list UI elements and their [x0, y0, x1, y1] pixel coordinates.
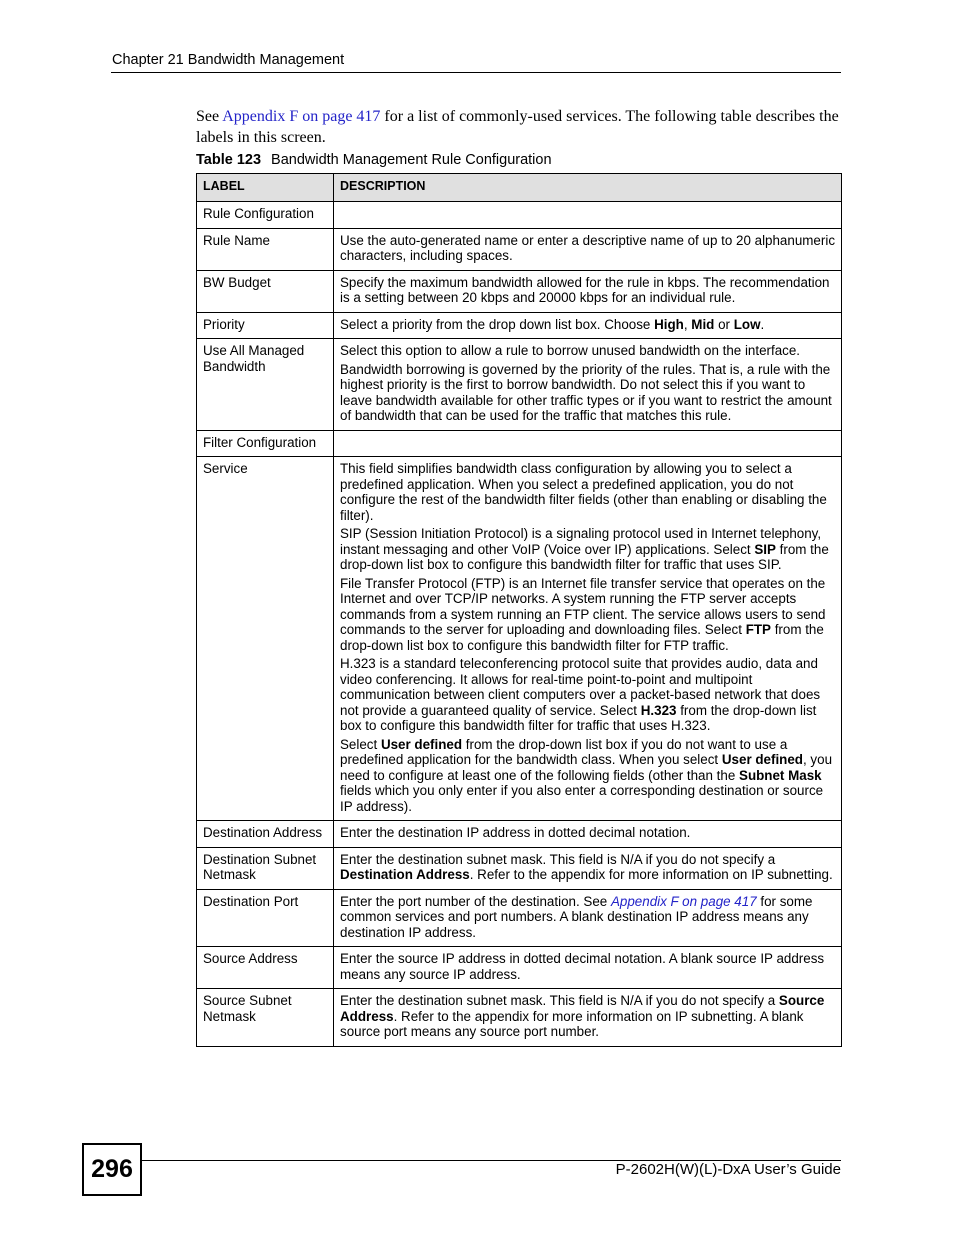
- desc-text: . Refer to the appendix for more information on IP subnetting. A blank source port means any source port number.: [340, 1008, 804, 1039]
- desc-text: File Transfer Protocol (FTP) is an Internet file transfer service that operates on the Internet and over TCP/IP networks. A system running the FTP server accepts commands from a system running an FTP client. The service allows users to send commands to the server for uploading and downloading files. Select: [340, 575, 826, 637]
- desc-bold: Source Address: [340, 993, 825, 1024]
- row-description: [334, 339, 842, 431]
- desc-text: , you need to configure at least one of the following fields (other than the: [340, 752, 833, 783]
- row-description: [334, 889, 842, 947]
- row-label: Source Subnet Netmask: [197, 989, 334, 1047]
- table-row: [197, 989, 842, 1047]
- desc-bold: FTP: [745, 622, 771, 637]
- row-description: [334, 989, 842, 1047]
- row-label: Use All Managed Bandwidth: [197, 339, 334, 431]
- table-caption: [196, 152, 552, 168]
- desc-paragraph: [340, 737, 835, 815]
- desc-text: H.323 is a standard teleconferencing protocol suite that provides audio, data and video conferencing. It allows for real-time point-to-point and multipoint communication between client computers over a packet-based network that does not provide a guaranteed quality of service. Select: [340, 656, 821, 718]
- desc-text: from the drop-down list box to configure this bandwidth filter for traffic that uses H.323.: [340, 702, 817, 733]
- desc-text: Select a priority from the drop down list box. Choose: [340, 316, 655, 332]
- desc-bold: User defined: [721, 752, 803, 767]
- table-row: [197, 228, 842, 270]
- table-row: [197, 270, 842, 312]
- row-label: Rule Configuration: [197, 202, 334, 229]
- desc-bold: SIP: [754, 541, 776, 557]
- desc-bold: Mid: [691, 316, 715, 332]
- running-header: [111, 52, 841, 73]
- appendix-link[interactable]: Appendix F on page 417: [610, 893, 757, 909]
- desc-text: ,: [683, 316, 692, 332]
- desc-paragraph: This field simplifies bandwidth class configuration by allowing you to select a predefined application. When you select a predefined application, you do not configure the rest of the bandwidth filter fields (other than enabling or disabling the filter).: [340, 461, 827, 523]
- table-header-row: [197, 174, 842, 202]
- desc-text: or: [714, 316, 734, 332]
- desc-text: from the drop-down list box to configure this bandwidth filter for traffic that uses SIP.: [340, 541, 829, 572]
- desc-paragraph: [340, 526, 835, 573]
- row-label: Priority: [197, 312, 334, 339]
- desc-bold: Low: [733, 316, 761, 332]
- row-description: [334, 202, 842, 229]
- row-label: Destination Address: [197, 821, 334, 848]
- table-row: [197, 457, 842, 821]
- table-row: [197, 821, 842, 848]
- row-description: Enter the destination IP address in dotted decimal notation.: [334, 821, 842, 848]
- row-label: Filter Configuration: [197, 430, 334, 457]
- desc-text: from the drop-down list box if you do not want to use a predefined application for the bandwidth class. When you select: [340, 736, 788, 767]
- row-label: Destination Subnet Netmask: [197, 847, 334, 889]
- table-row: [197, 312, 842, 339]
- desc-text: .: [760, 316, 765, 332]
- desc-text: Enter the destination subnet mask. This field is N/A if you do not specify a: [340, 993, 779, 1008]
- desc-text: fields which you only enter if you also enter a corresponding destination or source IP address).: [340, 783, 824, 814]
- desc-text: . Refer to the appendix for more information on IP subnetting.: [469, 867, 833, 882]
- desc-bold: Destination Address: [340, 867, 470, 882]
- intro-text-post: for a list of commonly-used services. The following table describes the labels in this screen.: [196, 108, 839, 146]
- row-description: Enter the source IP address in dotted decimal notation. A blank source IP address means any source IP address.: [334, 947, 842, 989]
- rule-configuration-table: [196, 173, 842, 1047]
- page-number: 296: [82, 1143, 142, 1196]
- row-label: Service: [197, 457, 334, 821]
- row-description: [334, 430, 842, 457]
- desc-text: SIP (Session Initiation Protocol) is a signaling protocol used in Internet telephony, instant messaging and other VoIP (Voice over IP) applications. Select: [340, 526, 822, 557]
- guide-title: P-2602H(W)(L)-DxA User’s Guide: [615, 1161, 841, 1178]
- table-title: Bandwidth Management Rule Configuration: [271, 152, 552, 168]
- label-column-header: LABEL: [197, 174, 334, 202]
- row-description: [334, 457, 842, 821]
- desc-paragraph: Select this option to allow a rule to borrow unused bandwidth on the interface.: [340, 343, 801, 358]
- row-description: Use the auto-generated name or enter a descriptive name of up to 20 alphanumeric characters, including spaces.: [334, 228, 842, 270]
- description-column-header: DESCRIPTION: [334, 174, 842, 202]
- desc-text: for some common services and port numbers. A blank destination IP address means any destination IP address.: [340, 893, 813, 940]
- table-row: [197, 202, 842, 229]
- desc-text: Select: [340, 736, 381, 752]
- desc-text: Enter the port number of the destination. See: [340, 893, 611, 909]
- intro-text-pre: See: [196, 108, 223, 125]
- appendix-link[interactable]: Appendix F on page 417: [222, 108, 381, 125]
- desc-bold: Subnet Mask: [739, 767, 822, 783]
- desc-bold: High: [654, 316, 684, 332]
- row-label: Rule Name: [197, 228, 334, 270]
- desc-text: Enter the destination subnet mask. This field is N/A if you do not specify a: [340, 851, 776, 867]
- table-row: [197, 889, 842, 947]
- chapter-title: Chapter 21 Bandwidth Management: [112, 52, 345, 68]
- table-row: [197, 847, 842, 889]
- row-description: [334, 312, 842, 339]
- desc-bold: H.323: [640, 702, 677, 718]
- desc-text: from the drop-down list box to configure this bandwidth filter for FTP traffic.: [340, 622, 824, 653]
- table-row: [197, 947, 842, 989]
- row-label: Destination Port: [197, 889, 334, 947]
- desc-paragraph: [340, 576, 835, 654]
- desc-paragraph: Bandwidth borrowing is governed by the priority of the rules. That is, a rule with the highest priority is the first to borrow bandwidth. Do not select this if you want to leave bandwidth available for other traffic types or if you want to restrict the amount of bandwidth that can be used for the traffic that matches this rule.: [340, 361, 832, 423]
- desc-bold: User defined: [380, 736, 463, 752]
- table-number: Table 123: [196, 152, 262, 168]
- row-description: Specify the maximum bandwidth allowed for the rule in kbps. The recommendation is a setting between 20 kbps and 20000 kbps for an individual rule.: [334, 270, 842, 312]
- table-row: [197, 339, 842, 431]
- row-label: Source Address: [197, 947, 334, 989]
- intro-paragraph: [196, 106, 841, 148]
- row-label: BW Budget: [197, 270, 334, 312]
- row-description: [334, 847, 842, 889]
- desc-paragraph: [340, 656, 835, 734]
- table-row: [197, 430, 842, 457]
